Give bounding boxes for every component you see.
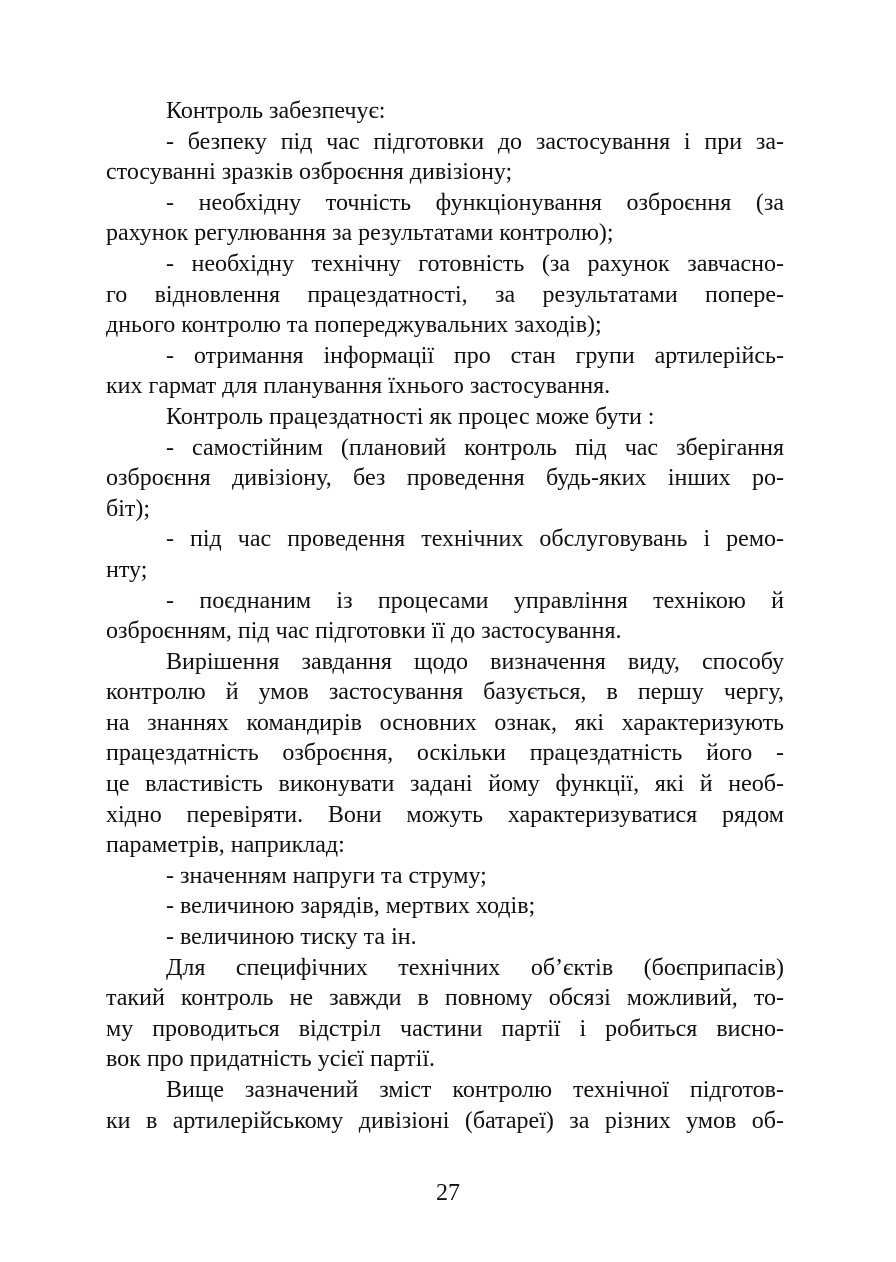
text-line: на знаннях командирів основних ознак, які характеризують	[106, 709, 784, 736]
body-text	[106, 96, 784, 1136]
text-line: працездатність озброєння, оскільки працездатність його -	[106, 740, 784, 767]
text-line: стосуванні зразків озброєння дивізіону;	[106, 159, 513, 186]
text-line: го відновлення працездатності, за результатами попере-	[106, 281, 784, 308]
text-line: озброєнням, під час підготовки її до застосування.	[106, 618, 622, 645]
text-line: це властивість виконувати задані йому функції, які й необ-	[106, 771, 784, 798]
text-line: - поєднаним із процесами управління технікою й	[166, 587, 784, 614]
text-line: Контроль забезпечує:	[166, 98, 386, 124]
text-line: ки в артилерійському дивізіоні (батареї) за різних умов об-	[106, 1107, 784, 1134]
text-line: ких гармат для планування їхнього застосування.	[106, 373, 611, 400]
text-line: Вище зазначений зміст контролю технічної підготов-	[166, 1077, 784, 1103]
text-line: рахунок регулювання за результатами контролю);	[106, 220, 614, 247]
text-line: - отримання інформації про стан групи артилерійсь-	[166, 342, 784, 369]
text-line: хідно перевіряти. Вони можуть характеризуватися рядом	[106, 801, 784, 828]
text-line: - значенням напруги та струму;	[166, 862, 487, 889]
text-line: Контроль працездатності як процес може бути :	[166, 403, 655, 430]
text-line: - необхідну точність функціонування озброєння (за	[166, 189, 784, 216]
text-line: біт);	[106, 495, 151, 522]
text-line: такий контроль не завжди в повному обсязі можливий, то-	[106, 985, 784, 1012]
text-line: - безпеку під час підготовки до застосування і при за-	[166, 128, 784, 155]
text-line: нту;	[106, 556, 148, 583]
text-line: параметрів, наприклад:	[106, 832, 345, 859]
text-line: - під час проведення технічних обслуговувань і ремо-	[166, 526, 784, 553]
text-line: вок про придатність усієї партії.	[106, 1046, 435, 1073]
text-line: - самостійним (плановий контроль під час зберігання	[166, 434, 784, 461]
text-line: днього контролю та попереджувальних заходів);	[106, 312, 602, 339]
text-line: - необхідну технічну готовність (за рахунок завчасно-	[166, 250, 784, 277]
text-line: му проводиться відстріл частини партії і робиться висно-	[106, 1015, 784, 1042]
text-line: Для специфічних технічних об’єктів (боєприпасів)	[166, 954, 784, 981]
page-number: 27	[436, 1180, 460, 1206]
text-line: озброєння дивізіону, без проведення будь-яких інших ро-	[106, 465, 784, 492]
text-line: Вирішення завдання щодо визначення виду, способу	[166, 648, 784, 675]
text-line: контролю й умов застосування базується, в першу чергу,	[106, 679, 784, 706]
text-line: - величиною тиску та ін.	[166, 924, 417, 951]
text-line: - величиною зарядів, мертвих ходів;	[166, 893, 536, 920]
